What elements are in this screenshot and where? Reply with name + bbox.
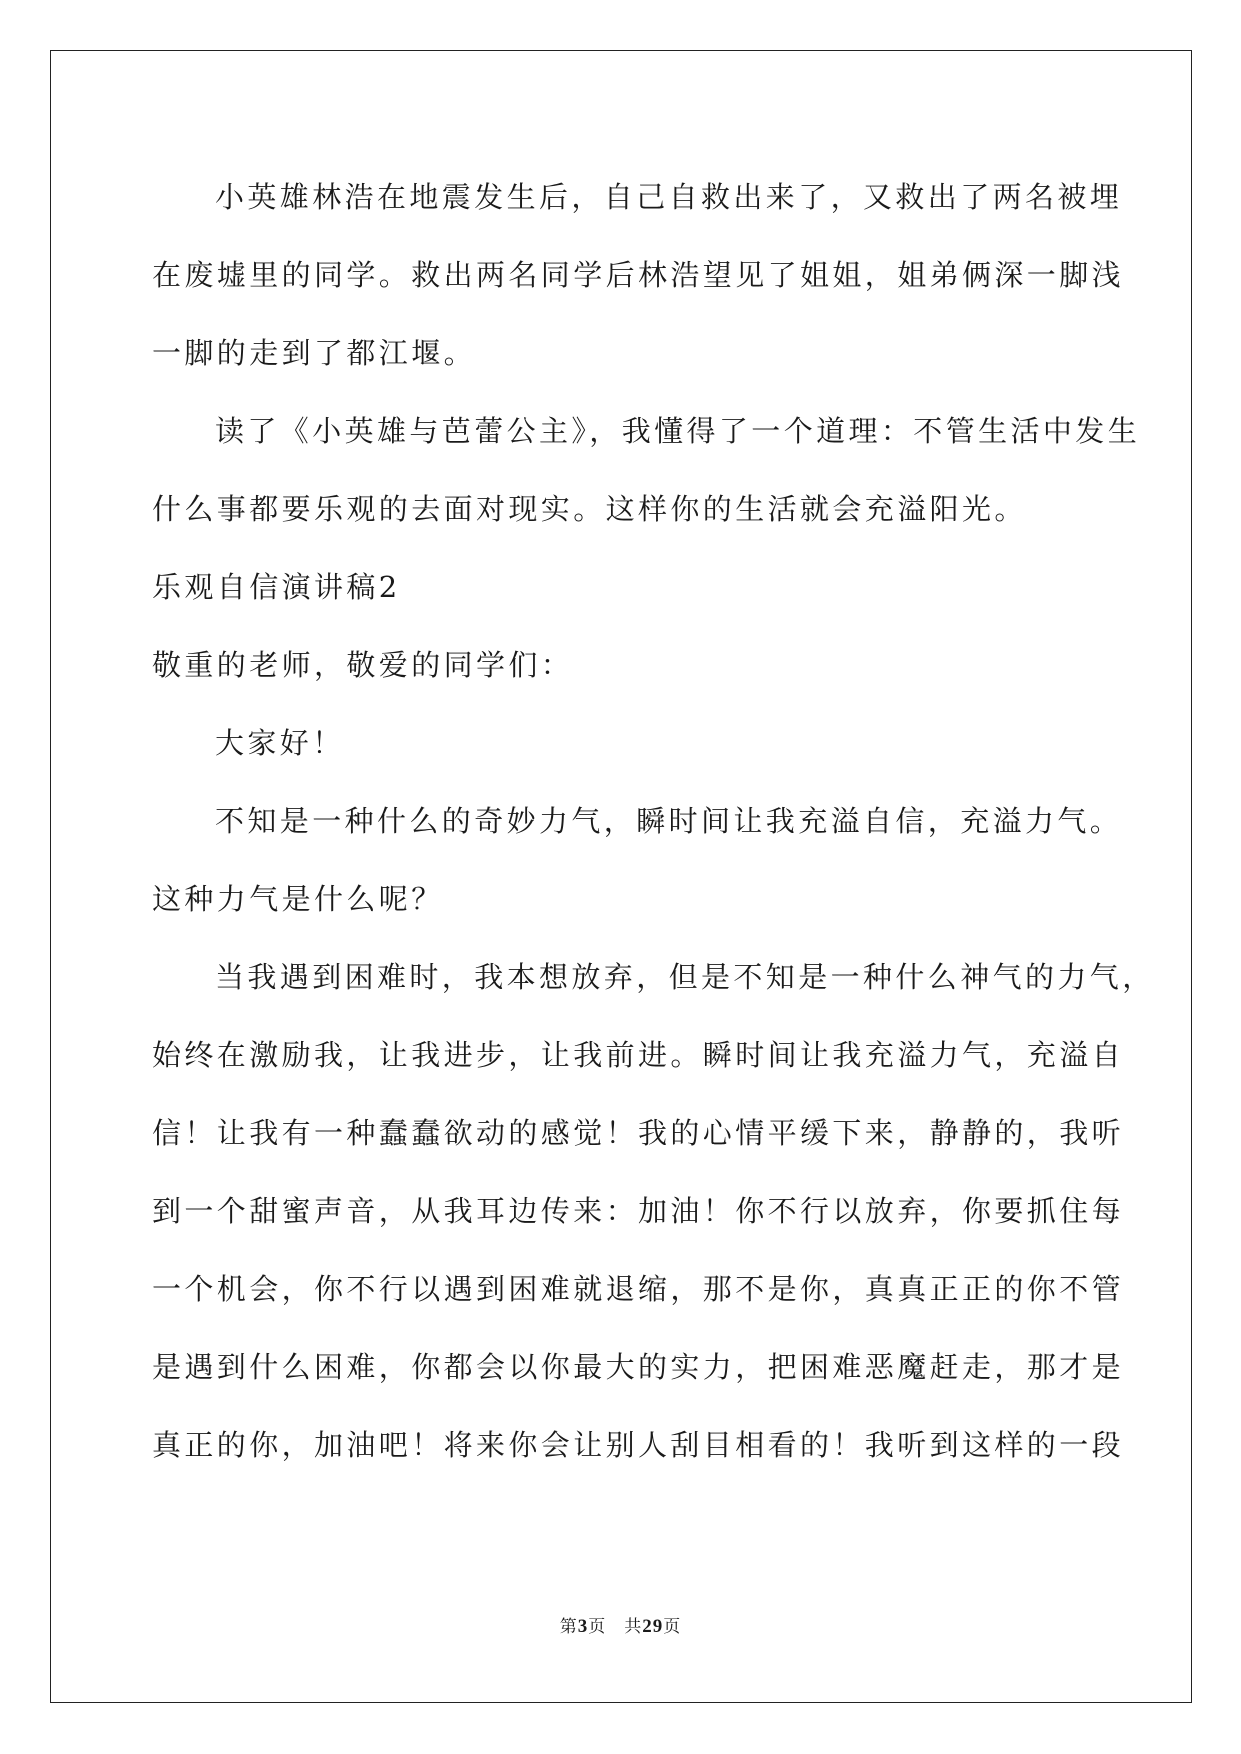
text-line: 读了《小英雄与芭蕾公主》，我懂得了一个道理：不管生活中发生 [215, 414, 1141, 448]
footer-prefix: 第 [559, 1617, 578, 1637]
footer-total-suffix: 页 [663, 1617, 682, 1637]
text-line: 信！让我有一种蠢蠢欲动的感觉！我的心情平缓下来，静静的，我听 [152, 1116, 1125, 1150]
text-line: 是遇到什么困难，你都会以你最大的实力，把困难恶魔赶走，那才是 [152, 1350, 1125, 1384]
total-pages-number: 29 [642, 1616, 664, 1637]
text-line: 这种力气是什么呢？ [152, 882, 444, 916]
section-heading: 乐观自信演讲稿2 [152, 570, 401, 604]
text-line: 真正的你，加油吧！将来你会让别人刮目相看的！我听到这样的一段 [152, 1428, 1125, 1462]
salutation: 敬重的老师，敬爱的同学们： [152, 648, 574, 682]
text-line: 在废墟里的同学。救出两名同学后林浩望见了姐姐，姐弟俩深一脚浅 [152, 258, 1125, 292]
text-line: 什么事都要乐观的去面对现实。这样你的生活就会充溢阳光。 [152, 492, 1027, 526]
footer-total-prefix: 共 [624, 1617, 643, 1637]
document-body [152, 158, 1155, 1484]
greeting: 大家好！ [215, 726, 345, 760]
page-footer [0, 1612, 1241, 1638]
text-line: 一个机会，你不行以遇到困难就退缩，那不是你，真真正正的你不管 [152, 1272, 1125, 1306]
text-line: 始终在激励我，让我进步，让我前进。瞬时间让我充溢力气，充溢自 [152, 1038, 1125, 1072]
text-line: 不知是一种什么的奇妙力气，瞬时间让我充溢自信，充溢力气。 [215, 804, 1123, 838]
text-line: 小英雄林浩在地震发生后，自己自救出来了，又救出了两名被埋 [215, 180, 1123, 214]
text-line: 一脚的走到了都江堰。 [152, 336, 477, 370]
text-line: 当我遇到困难时，我本想放弃，但是不知是一种什么神气的力气， [215, 960, 1155, 994]
text-line: 到一个甜蜜声音，从我耳边传来：加油！你不行以放弃，你要抓住每 [152, 1194, 1125, 1228]
footer-page-word: 页 [588, 1617, 607, 1637]
current-page-number: 3 [577, 1616, 589, 1637]
